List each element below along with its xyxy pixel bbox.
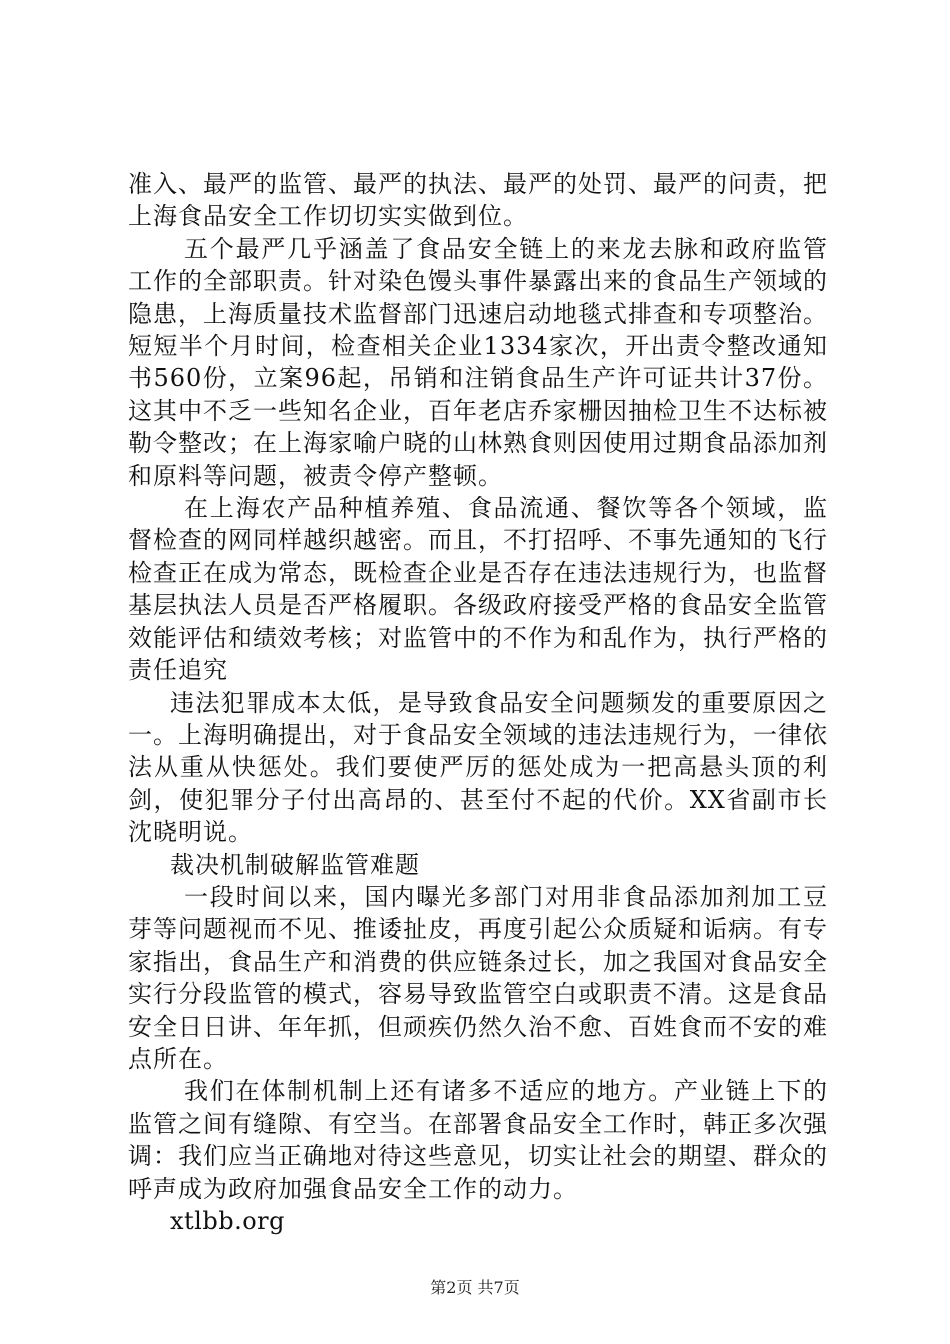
section-heading: 裁决机制破解监管难题: [170, 850, 420, 879]
paragraph-supervision-network: 在上海农产品种植养殖、食品流通、餐饮等各个领域，监督检查的网同样越织越密。而且，不打招呼、不事先通知的飞行检查正在成为常态，既检查企业是否存在违法违规行为，也监督基层执法人员是否严格履职。各级政府接受严格的食品安全监管效能评估和绩效考核；对监管中的不作为和乱作为，执行严格的责任追究: [128, 494, 828, 685]
paragraph-bean-sprouts: 一段时间以来，国内曝光多部门对用非食品添加剂加工豆芽等问题视而不见、推诿扯皮，再度引起公众质疑和诟病。有专家指出，食品生产和消费的供应链条过长，加之我国对食品安全实行分段监管的模式，容易导致监管空白或职责不清。这是食品安全日日讲、年年抓，但顽疾仍然久治不愈、百姓食而不安的难点所在。: [128, 882, 828, 1073]
document-body: [128, 168, 828, 1237]
site-watermark-text: xtlbb.org: [170, 1207, 285, 1235]
page-number-footer: 第2页 共7页: [430, 1278, 520, 1297]
paragraph-institutional-mechanism: 我们在体制机制上还有诸多不适应的地方。产业链上下的监管之间有缝隙、有空当。在部署食品安全工作时，韩正多次强调：我们应当正确地对待这些意见，切实让社会的期望、群众的呼声成为政府加强食品安全工作的动力。: [128, 1077, 828, 1203]
paragraph-crime-cost: 违法犯罪成本太低，是导致食品安全问题频发的重要原因之一。上海明确提出，对于食品安全领域的违法违规行为，一律依法从重从快惩处。我们要使严厉的惩处成为一把高悬头顶的利剑，使犯罪分子付出高昂的、甚至付不起的代价。XX省副市长沈晓明说。: [128, 688, 828, 847]
paragraph-five-strictest: 五个最严几乎涵盖了食品安全链上的来龙去脉和政府监管工作的全部职责。针对染色馒头事件暴露出来的食品生产领域的隐患，上海质量技术监督部门迅速启动地毯式排查和专项整治。短短半个月时间，检查相关企业1334家次，开出责令整改通知书560份，立案96起，吊销和注销食品生产许可证共计37份。这其中不乏一些知名企业，百年老店乔家栅因抽检卫生不达标被勒令整改；在上海家喻户晓的山林熟食则因使用过期食品添加剂和原料等问题，被责令停产整顿。: [128, 234, 828, 490]
paragraph-continuation: 准入、最严的监管、最严的执法、最严的处罚、最严的问责，把上海食品安全工作切切实实做到位。: [128, 170, 828, 231]
